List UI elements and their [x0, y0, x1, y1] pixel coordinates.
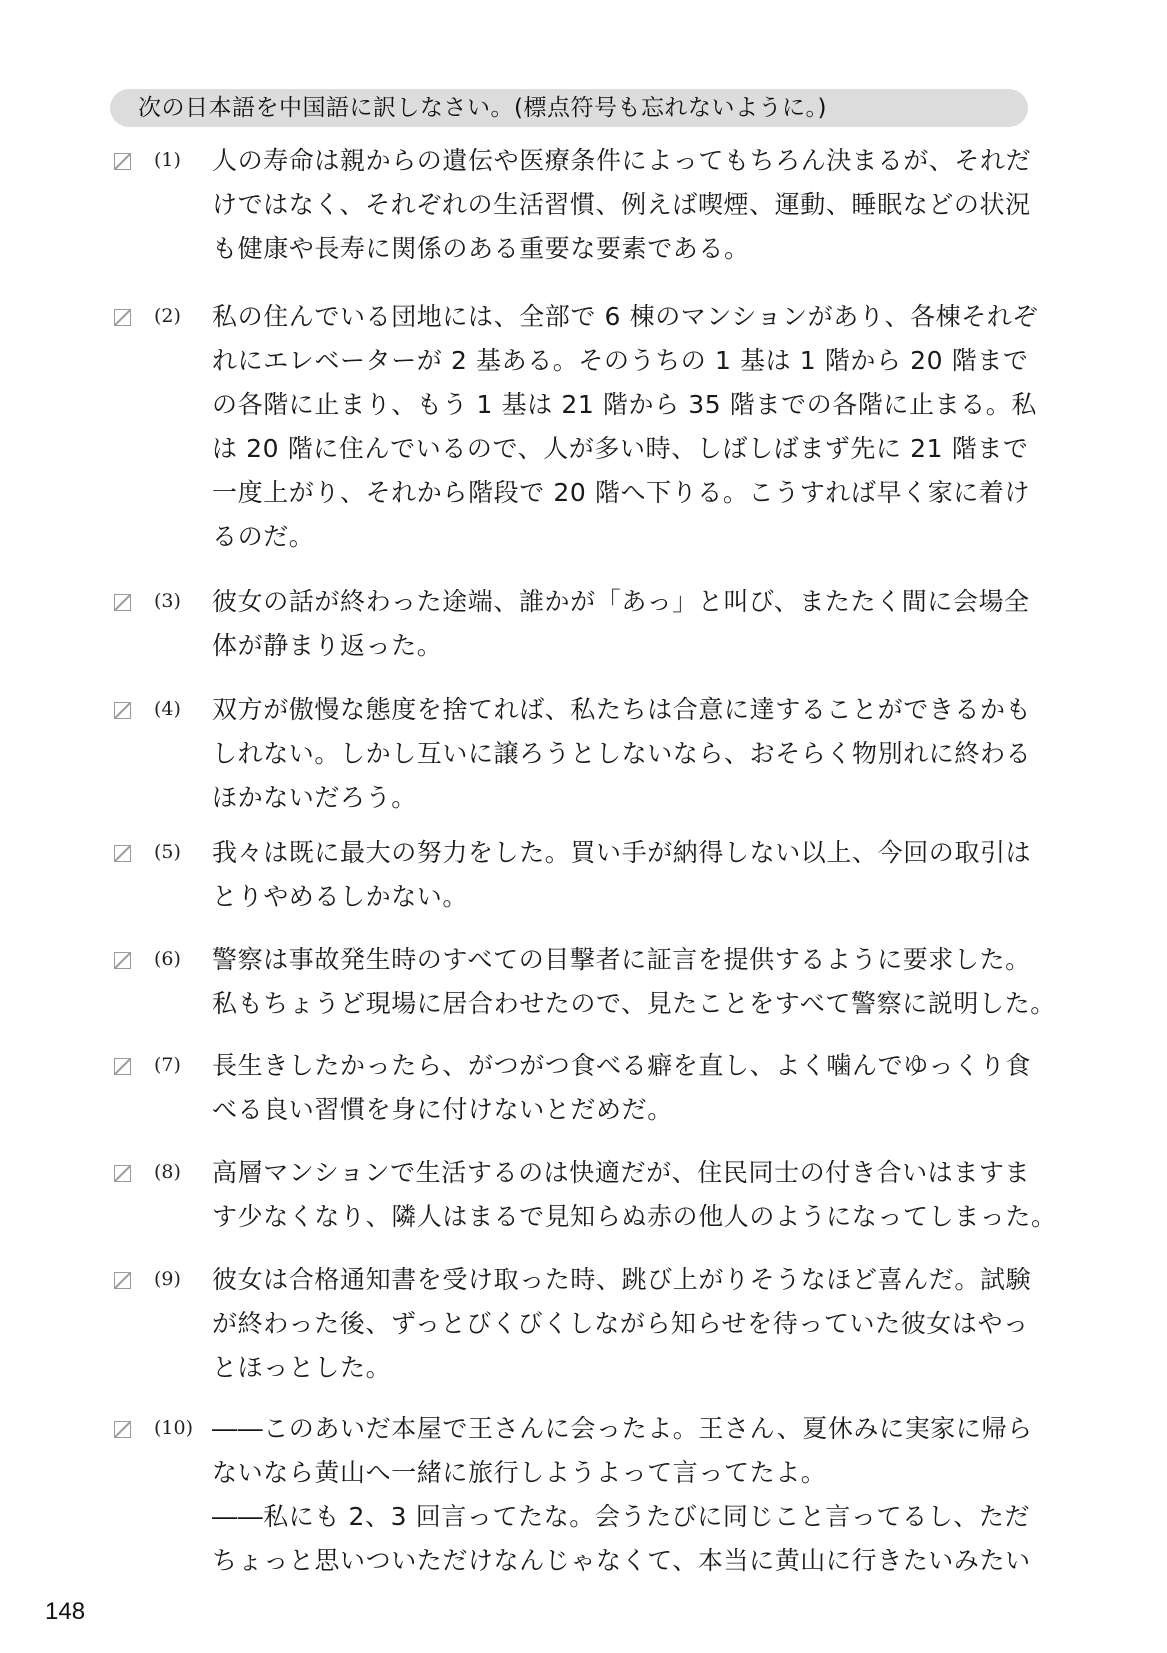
page-number: 148 — [45, 1598, 86, 1625]
item-number: (6) — [154, 948, 181, 970]
item-number: (1) — [154, 149, 181, 171]
item-number: (4) — [154, 698, 181, 720]
text-line: しれない。しかし互いに譲ろうとしないなら、おそらく物別れに終わる — [212, 739, 1032, 768]
text-line: とほっとした。 — [212, 1353, 392, 1382]
item-text — [212, 688, 1032, 820]
check-mark-icon[interactable] — [114, 153, 131, 170]
text-line: 一度上がり、それから階段で 20 階へ下りる。こうすれば早く家に着け — [212, 478, 1031, 507]
item-number: (5) — [154, 841, 181, 863]
text-line: 彼女は合格通知書を受け取った時、跳び上がりそうなほど喜んだ。試験 — [212, 1265, 1032, 1294]
item-number: (2) — [154, 305, 181, 327]
check-mark-icon[interactable] — [114, 702, 131, 719]
text-line: ――私にも 2、3 回言ってたな。会うたびに同じこと言ってるし、ただ — [212, 1502, 1031, 1531]
text-line: は 20 階に住んでいるので、人が多い時、しばしばまず先に 21 階まで — [212, 434, 1029, 463]
text-line: す少なくなり、隣人はまるで見知らぬ赤の他人のようになってしまった。 — [212, 1202, 1057, 1231]
check-mark-icon[interactable] — [114, 845, 131, 862]
check-mark-icon[interactable] — [114, 1165, 131, 1182]
text-line: ほかないだろう。 — [212, 783, 417, 812]
check-mark-icon[interactable] — [114, 309, 131, 326]
text-line: れにエレベーターが 2 基ある。そのうちの 1 基は 1 階から 20 階まで — [212, 346, 1029, 375]
text-line: ちょっと思いついただけなんじゃなくて、本当に黄山に行きたいみたい — [212, 1546, 1031, 1575]
text-line: るのだ。 — [212, 522, 315, 551]
check-mark-icon[interactable] — [114, 1272, 131, 1289]
item-number: (10) — [154, 1417, 194, 1439]
item-number: (7) — [154, 1054, 181, 1076]
text-line: とりやめるしかない。 — [212, 882, 469, 911]
text-line: 私の住んでいる団地には、全部で 6 棟のマンションがあり、各棟それぞ — [212, 302, 1039, 331]
text-line: 警察は事故発生時のすべての目撃者に証言を提供するように要求した。 — [212, 945, 1031, 974]
text-line: ――このあいだ本屋で王さんに会ったよ。王さん、夏休みに実家に帰ら — [212, 1414, 1033, 1443]
item-number: (9) — [154, 1268, 181, 1290]
item-number: (3) — [154, 590, 181, 612]
text-line: 人の寿命は親からの遺伝や医療条件によってもちろん決まるが、それだ — [212, 146, 1032, 175]
item-text — [212, 139, 1032, 271]
check-mark-icon[interactable] — [114, 594, 131, 611]
item-text — [212, 1151, 1057, 1239]
check-mark-icon[interactable] — [114, 1421, 131, 1438]
check-mark-icon[interactable] — [114, 952, 131, 969]
item-text — [212, 580, 1032, 668]
text-line: 体が静まり返った。 — [212, 631, 443, 660]
instruction-text: 次の日本語を中国語に訳しなさい。(標点符号も忘れないように。) — [138, 95, 827, 121]
item-text — [212, 1258, 1032, 1390]
text-line: けではなく、それぞれの生活習慣、例えば喫煙、運動、睡眠などの状況 — [212, 190, 1031, 219]
item-text — [212, 1044, 1032, 1132]
text-line: 我々は既に最大の努力をした。買い手が納得しない以上、今回の取引は — [212, 838, 1032, 867]
text-line: 彼女の話が終わった途端、誰かが「あっ」と叫び、またたく間に会場全 — [212, 587, 1030, 616]
text-line: 私もちょうど現場に居合わせたので、見たことをすべて警察に説明した。 — [212, 989, 1056, 1018]
text-line: 長生きしたかったら、がつがつ食べる癖を直し、よく噛んでゆっくり食 — [212, 1051, 1031, 1080]
text-line: 双方が傲慢な態度を捨てれば、私たちは合意に達することができるかも — [212, 695, 1032, 724]
text-line: 高層マンションで生活するのは快適だが、住民同士の付き合いはますま — [212, 1158, 1031, 1187]
text-line: が終わった後、ずっとびくびくしながら知らせを待っていた彼女はやっ — [212, 1309, 1029, 1338]
text-line: ないなら黄山へ一緒に旅行しようよって言ってたよ。 — [212, 1458, 827, 1487]
item-text — [212, 295, 1039, 559]
check-mark-icon[interactable] — [114, 1058, 131, 1075]
text-line: も健康や長寿に関係のある重要な要素である。 — [212, 234, 750, 263]
item-text — [212, 1407, 1032, 1583]
item-text — [212, 938, 1056, 1026]
text-line: の各階に止まり、もう 1 基は 21 階から 35 階までの各階に止まる。私 — [212, 390, 1038, 419]
item-text — [212, 831, 1032, 919]
item-number: (8) — [154, 1161, 181, 1183]
text-line: べる良い習慣を身に付けないとだめだ。 — [212, 1095, 673, 1124]
